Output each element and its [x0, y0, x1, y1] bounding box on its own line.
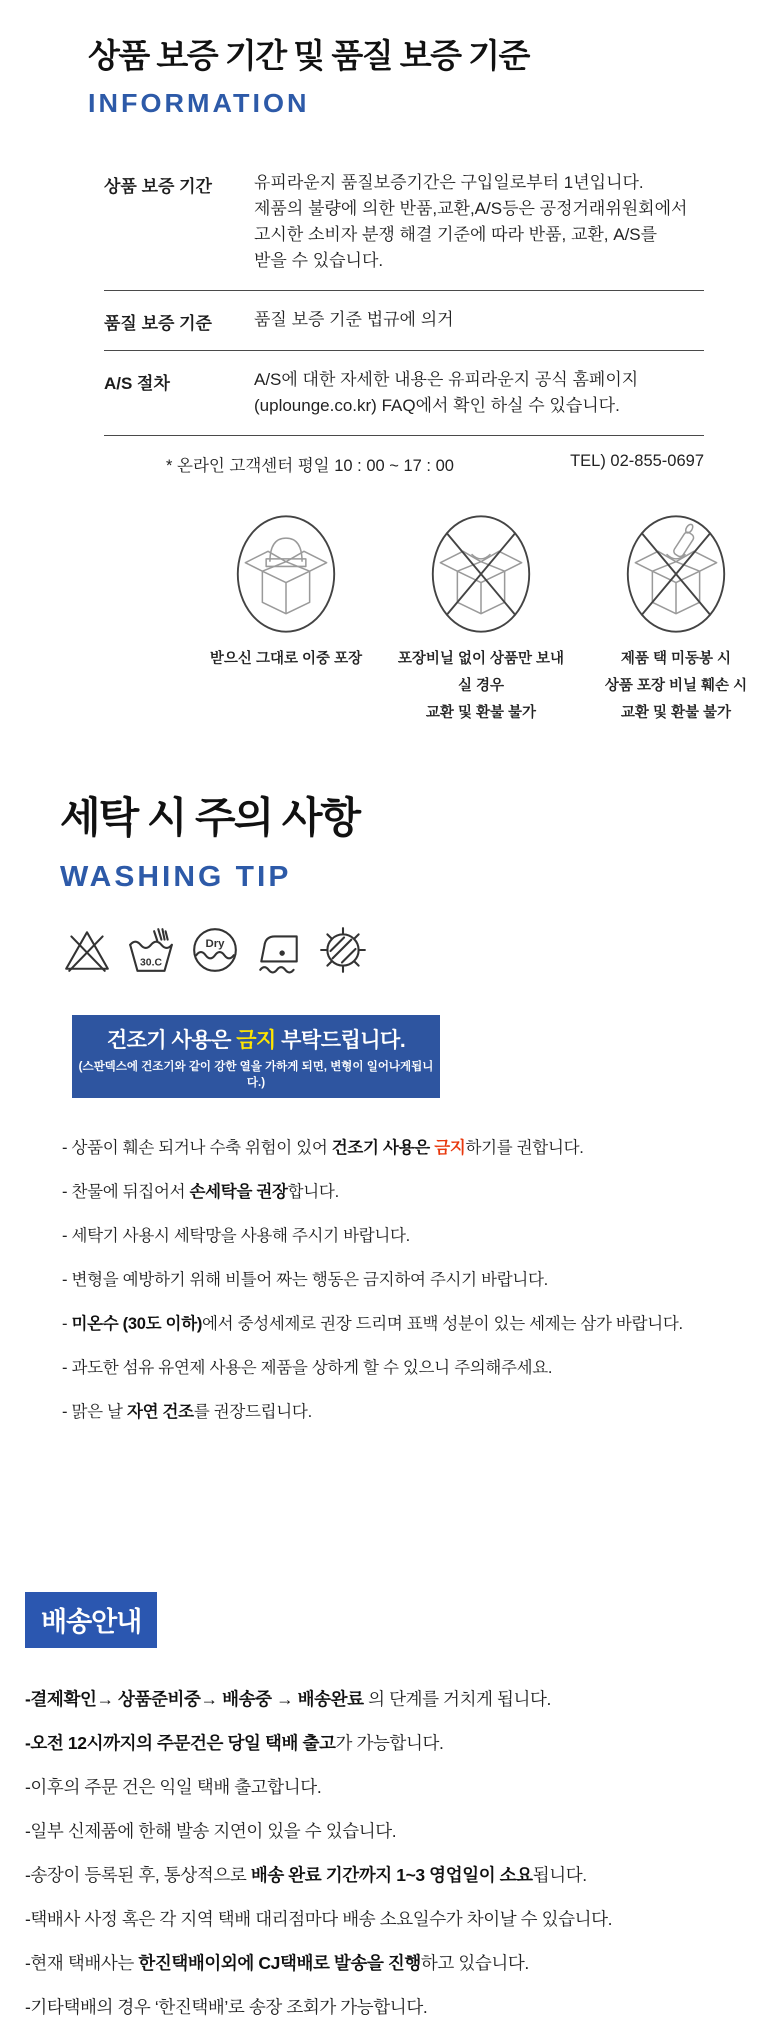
shipping-item: [25, 1950, 750, 1975]
washing-title: 세탁 시 주의 사항: [60, 794, 360, 841]
value-line: 받을 수 있습니다.: [254, 251, 384, 270]
tip-line: [62, 1310, 740, 1334]
washing-tips-list: [62, 1134, 740, 1422]
tip-text: - 과도한 섬유 유연제 사용은 제품을 상하게 할 수 있으니 주의해주세요.: [62, 1359, 553, 1377]
dryer-warning-banner: [72, 1015, 440, 1098]
tip-text: -: [62, 1315, 72, 1333]
warranty-section: [0, 0, 780, 727]
badge-caption: [196, 646, 376, 673]
tip-line: [62, 1266, 740, 1290]
shipping-item: [25, 1730, 750, 1755]
item-bold: -결제확인→ 상품준비중→ 배송중 → 배송완료: [25, 1689, 364, 1709]
badge-caption: [586, 646, 766, 727]
information-subtitle: INFORMATION: [88, 89, 310, 118]
hand-wash-icon: [125, 925, 177, 975]
crossed-box-icon: [429, 512, 533, 636]
tip-text: - 상품이 훼손 되거나 수축 위험이 있어: [62, 1139, 332, 1157]
shipping-item: [25, 1906, 750, 1931]
banner-text: 건조기 사용은: [106, 1029, 237, 1052]
tip-text: - 변형을 예방하기 위해 비틀어 짜는 행동은 금지하여 주시기 바랍니다.: [62, 1271, 548, 1289]
banner-text: 부탁드립니다.: [275, 1029, 406, 1052]
shipping-item: [25, 1994, 750, 2019]
warranty-row-as: [104, 351, 704, 436]
item-bold: -오전 12시까지의 주문건은 당일 택배 출고: [25, 1733, 336, 1753]
warranty-row-standard: [104, 291, 704, 351]
item-text: -기타택배의 경우 ‘한진택배’로 송장 조회가 가능합니다.: [25, 1997, 428, 2017]
row-value: [254, 367, 638, 419]
caption-line: 받으신 그대로 이중 포장: [209, 651, 363, 667]
caption-line: 교환 및 환불 불가: [620, 705, 732, 721]
tip-red: 금지: [434, 1139, 466, 1157]
badge-caption: [391, 646, 571, 727]
warranty-table: [104, 154, 704, 436]
banner-subline: (스판덱스에 건조기와 같이 강한 열을 가하게 되면, 변형이 일어나게됩니다.): [78, 1061, 434, 1089]
tip-bold: 미온수 (30도 이하): [71, 1315, 203, 1333]
warranty-title: 상품 보증 기간 및 품질 보증 기준: [88, 37, 529, 74]
tip-line: [62, 1222, 740, 1246]
packaging-badges: [196, 512, 766, 727]
item-text: -현재 택배사는: [25, 1953, 139, 1973]
badge-no-poly-bag: [391, 512, 571, 727]
value-line: 유피라운지 품질보증기간은 구입일로부터 1년입니다.: [254, 173, 644, 192]
laundry-care-icons: [62, 925, 740, 975]
tip-bold: 건조기 사용은: [331, 1139, 435, 1157]
hand-wash-temp-label: 30.C: [140, 957, 162, 969]
value-line: 제품의 불량에 의한 반품,교환,A/S등은 공정거래위원회에서: [254, 199, 688, 218]
customer-center-hours: * 온라인 고객센터 평일 10 : 00 ~ 17 : 00: [166, 457, 454, 475]
crossed-box-tag-icon: [624, 512, 728, 636]
customer-center-note: [104, 452, 704, 476]
iron-icon: [253, 925, 305, 975]
dry-label: Dry: [205, 937, 225, 950]
item-text: 됩니다.: [532, 1865, 587, 1885]
tip-line: [62, 1134, 740, 1158]
caption-line: 상품 포장 비닐 훼손 시: [604, 678, 748, 694]
tip-bold: 손세탁을 권장: [189, 1183, 288, 1201]
washing-subtitle: WASHING TIP: [60, 861, 292, 893]
shipping-item: [25, 1774, 750, 1799]
banner-headline: [78, 1024, 434, 1054]
tip-line: [62, 1178, 740, 1202]
row-label: A/S 절차: [104, 374, 170, 393]
washing-section: [0, 785, 780, 1422]
tip-text: - 찬물에 뒤집어서: [62, 1183, 190, 1201]
item-bold: 한진택배이외에 CJ택배로 발송을 진행: [138, 1953, 421, 1973]
item-text: 가 가능합니다.: [335, 1733, 444, 1753]
item-text: 하고 있습니다.: [420, 1953, 529, 1973]
open-box-icon: [234, 512, 338, 636]
item-text: -택배사 사정 혹은 각 지역 택배 대리점마다 배송 소요일수가 차이날 수 있습니다.: [25, 1909, 613, 1929]
row-label: 상품 보증 기간: [104, 177, 212, 196]
tip-text: 합니다.: [287, 1183, 339, 1201]
item-text: -일부 신제품에 한해 발송 지연이 있을 수 있습니다.: [25, 1821, 397, 1841]
tip-bold: 자연 건조: [126, 1403, 194, 1421]
no-bleach-icon: [62, 925, 112, 975]
shipping-item: [25, 1686, 750, 1711]
caption-line: 교환 및 환불 불가: [425, 705, 537, 721]
row-label: 품질 보증 기준: [104, 314, 212, 333]
row-value: [254, 307, 454, 334]
tip-text: - 맑은 날: [62, 1403, 127, 1421]
value-line: 품질 보증 기준 법규에 의거: [254, 310, 454, 329]
tel-number: TEL) 02-855-0697: [570, 452, 704, 470]
value-line: A/S에 대한 자세한 내용은 유피라운지 공식 홈페이지: [254, 370, 639, 389]
row-value: [254, 170, 687, 274]
tip-text: 를 권장드립니다.: [193, 1403, 312, 1421]
tip-line: [62, 1398, 740, 1422]
tip-text: 에서 중성세제로 권장 드리며 표백 성분이 있는 세제는 삼가 바랍니다.: [202, 1315, 683, 1333]
shipping-title-box: 배송안내: [25, 1592, 157, 1648]
tip-text: - 세탁기 사용시 세탁망을 사용해 주시기 바랍니다.: [62, 1227, 410, 1245]
tip-text: 하기를 권합니다.: [465, 1139, 584, 1157]
item-text: 의 단계를 거치게 됩니다.: [363, 1689, 552, 1709]
shipping-list: [25, 1686, 750, 2019]
shipping-section: [0, 1592, 780, 2019]
item-text: -이후의 주문 건은 익일 택배 출고합니다.: [25, 1777, 322, 1797]
badge-tag-missing: [586, 512, 766, 727]
value-line: (uplounge.co.kr) FAQ에서 확인 하실 수 있습니다.: [254, 396, 620, 415]
tumble-dry-icon: [190, 925, 240, 975]
tip-line: [62, 1354, 740, 1378]
shipping-item: [25, 1818, 750, 1843]
caption-line: 포장비닐 없이 상품만 보내실 경우: [397, 651, 565, 694]
value-line: 고시한 소비자 분쟁 해결 기준에 따라 반품, 교환, A/S를: [254, 225, 658, 244]
item-text: -송장이 등록된 후, 통상적으로: [25, 1865, 251, 1885]
warranty-row-period: [104, 154, 704, 291]
no-sun-dry-icon: [318, 925, 368, 975]
banner-highlight: 금지: [236, 1029, 276, 1052]
item-bold: 배송 완료 기간까지 1~3 영업일이 소요: [250, 1865, 533, 1885]
badge-double-packaging: [196, 512, 376, 727]
caption-line: 제품 택 미동봉 시: [620, 651, 732, 667]
shipping-item: [25, 1862, 750, 1887]
